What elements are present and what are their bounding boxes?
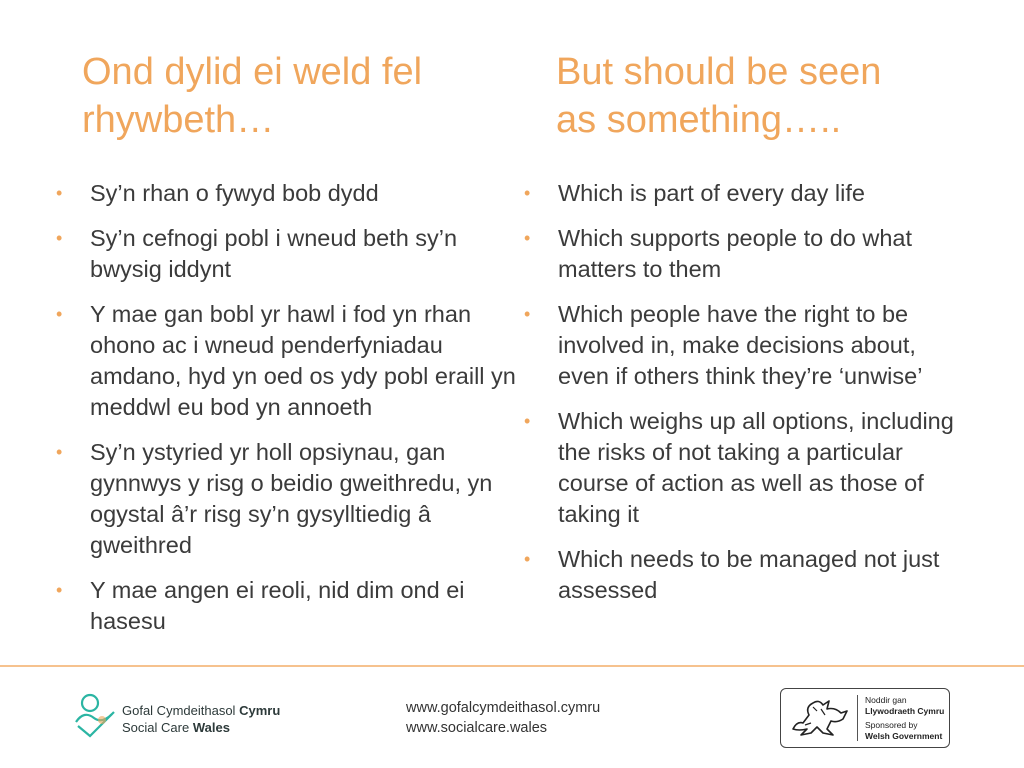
english-bullet-list [524,178,964,620]
english-bullet-item [524,544,964,606]
footer-divider [0,665,1024,667]
gov-line3: Sponsored by [865,720,918,730]
english-bullet-text: Which is part of every day life [558,180,865,206]
english-bullet-text: Which people have the right to be involved in, make decisions about, even if others think they’re ‘unwise’ [558,301,923,389]
gov-logo-text [865,695,944,742]
bullet-icon: • [524,411,531,431]
bullet-icon: • [56,580,63,600]
welsh-bullet-item [56,299,516,423]
logo-line2-bold: Wales [192,720,230,735]
english-column-title [556,48,976,144]
english-title-line1: But should be seen [556,51,882,93]
gov-line2: Llywodraeth Cymru [865,706,945,716]
welsh-government-logo [780,688,950,748]
bullet-icon: • [56,304,63,324]
welsh-bullet-text: Sy’n ystyried yr holl opsiynau, gan gynnwys y risg o beidio gweithredu, yn ogystal â’r risg sy’n gysylltiedig â gweithred [90,439,493,558]
english-title-line2: as something….. [556,99,842,141]
welsh-bullet-list [56,178,516,651]
welsh-bullet-item [56,223,516,285]
bullet-icon: • [524,549,531,569]
welsh-bullet-item [56,437,516,561]
english-bullet-text: Which needs to be managed not just assessed [558,546,940,603]
bullet-icon: • [56,442,63,462]
welsh-website-link[interactable]: www.gofalcymdeithasol.cymru [406,700,601,716]
bullet-icon: • [56,183,63,203]
bullet-icon: • [524,304,531,324]
english-bullet-item [524,299,964,392]
logo-line1-regular: Gofal Cymdeithasol [122,703,236,718]
gov-line1: Noddir gan [865,695,907,705]
english-bullet-text: Which weighs up all options, including the risks of not taking a particular course of action as well as those of taking it [558,408,954,527]
welsh-bullet-text: Sy’n rhan o fywyd bob dydd [90,180,379,206]
welsh-title-line1: Ond dylid ei weld fel [82,51,423,93]
english-bullet-item [524,178,964,209]
bullet-icon: • [524,228,531,248]
english-bullet-item [524,406,964,530]
english-website-link[interactable]: www.socialcare.wales [406,720,548,736]
welsh-bullet-text: Y mae angen ei reoli, nid dim ond ei hasesu [90,577,465,634]
english-bullet-item [524,223,964,285]
logo-wordmark [122,702,280,736]
welsh-bullet-item [56,178,516,209]
social-care-wales-logo-icon [72,692,118,738]
english-bullet-text: Which supports people to do what matters to them [558,225,913,282]
gov-logo-divider [857,695,858,741]
welsh-title-line2: rhywbeth… [82,99,275,141]
welsh-bullet-item [56,575,516,637]
welsh-column-title [82,48,482,144]
welsh-dragon-icon [787,693,853,741]
bullet-icon: • [524,183,531,203]
welsh-bullet-text: Sy’n cefnogi pobl i wneud beth sy’n bwysig iddynt [90,225,458,282]
gov-line4: Welsh Government [865,731,943,741]
social-care-wales-logo [72,690,312,740]
welsh-bullet-text: Y mae gan bobl yr hawl i fod yn rhan ohono ac i wneud penderfyniadau amdano, hyd yn oed os ydy pobl eraill yn meddwl eu bod yn annoeth [90,301,516,420]
logo-line2-regular: Social Care [122,720,190,735]
footer-urls [406,698,600,738]
logo-line1-bold: Cymru [239,703,281,718]
bullet-icon: • [56,228,63,248]
